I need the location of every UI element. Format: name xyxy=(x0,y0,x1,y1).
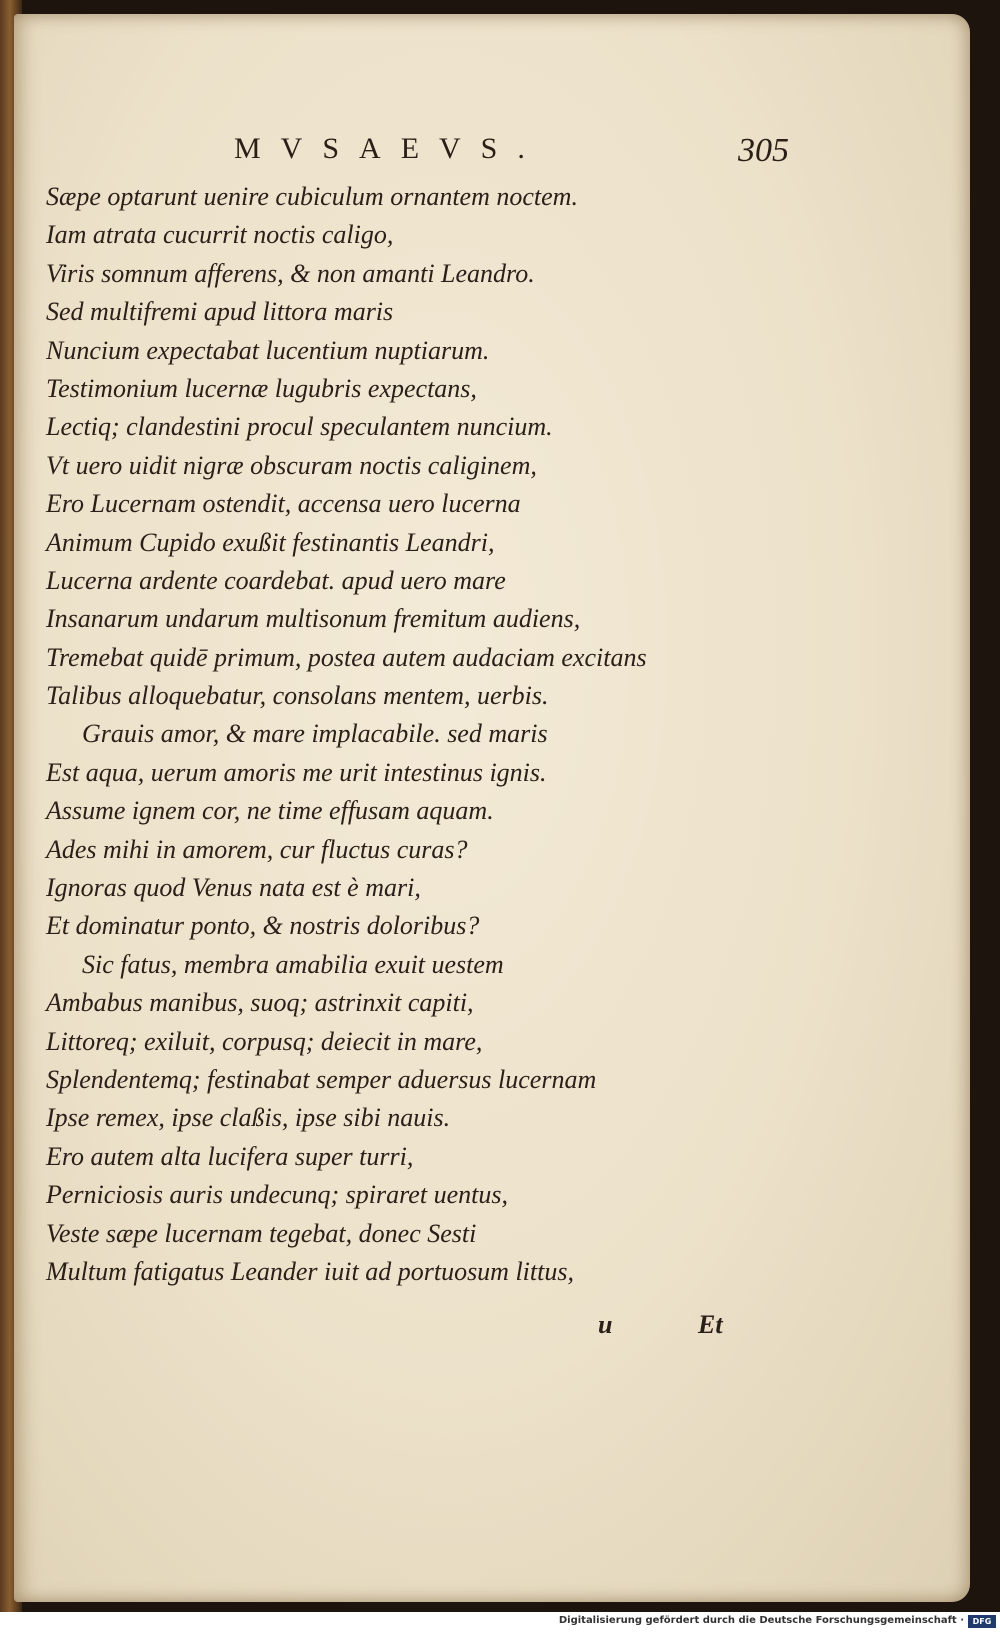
verse-line: Sic fatus, membra amabilia exuit uestem xyxy=(82,949,504,979)
verse-line: Et dominatur ponto, & nostris doloribus? xyxy=(46,911,480,941)
verse-line: Est aqua, uerum amoris me urit intestinus ignis. xyxy=(46,757,547,787)
verse-text xyxy=(46,178,766,1291)
verse-line: Tremebat quidē primum, postea autem audaciam excitans xyxy=(46,642,647,672)
verse-line: Lectiq; clandestini procul speculantem nuncium. xyxy=(46,412,553,442)
verse-line: Lucerna ardente coardebat. apud uero mare xyxy=(46,565,506,595)
digitization-footer xyxy=(0,1612,1000,1632)
verse-line: Splendentemq; festinabat semper aduersus lucernam xyxy=(46,1064,597,1094)
verse-line: Talibus alloquebatur, consolans mentem, uerbis. xyxy=(46,681,549,711)
verse-line: Sed multifremi apud littora maris xyxy=(46,297,394,327)
verse-line: Ero Lucernam ostendit, accensa uero lucerna xyxy=(46,489,521,519)
verse-line: Perniciosis auris undecunq; spiraret uentus, xyxy=(46,1180,508,1210)
verse-line: Ignoras quod Venus nata est è mari, xyxy=(46,873,421,903)
verse-line: Iam atrata cucurrit noctis caligo, xyxy=(46,220,394,250)
verse-line: Assume ignem cor, ne time effusam aquam. xyxy=(46,796,494,826)
page-number: 305 xyxy=(738,132,789,169)
verse-line: Insanarum undarum multisonum fremitum audiens, xyxy=(46,604,581,634)
verse-line: Sæpe optarunt uenire cubiculum ornantem noctem. xyxy=(46,182,578,211)
catchword-line xyxy=(598,1310,738,1348)
running-head: MVSAEVS. xyxy=(234,132,545,165)
verse-line: Veste sæpe lucernam tegebat, donec Sesti xyxy=(46,1218,477,1248)
verse-line: Ades mihi in amorem, cur fluctus curas? xyxy=(46,834,468,864)
verse-line: Ero autem alta lucifera super turri, xyxy=(46,1141,414,1171)
verse-line: Nuncium expectabat lucentium nuptiarum. xyxy=(46,335,490,365)
catchword: Et xyxy=(698,1310,723,1339)
verse-line: Grauis amor, & mare implacabile. sed maris xyxy=(82,719,548,749)
dfg-logo-icon: DFG xyxy=(968,1615,996,1628)
footer-credit: Digitalisierung gefördert durch die Deutsche Forschungsgemeinschaft · xyxy=(558,1615,964,1626)
verse-line: Animum Cupido exußit festinantis Leandri, xyxy=(46,527,495,557)
verse-line: Ambabus manibus, suoq; astrinxit capiti, xyxy=(46,988,474,1018)
paper-page xyxy=(14,14,970,1602)
verse-line: Multum fatigatus Leander iuit ad portuosum littus, xyxy=(46,1256,574,1286)
verse-line: Ipse remex, ipse claßis, ipse sibi nauis. xyxy=(46,1103,451,1133)
verse-line: Testimonium lucernæ lugubris expectans, xyxy=(46,373,477,403)
verse-line: Littoreq; exiluit, corpusq; deiecit in mare, xyxy=(46,1026,483,1056)
verse-line: Viris somnum afferens, & non amanti Leandro. xyxy=(46,258,535,288)
verse-line: Vt uero uidit nigræ obscuram noctis caliginem, xyxy=(46,450,537,480)
signature-mark: u xyxy=(598,1310,613,1339)
